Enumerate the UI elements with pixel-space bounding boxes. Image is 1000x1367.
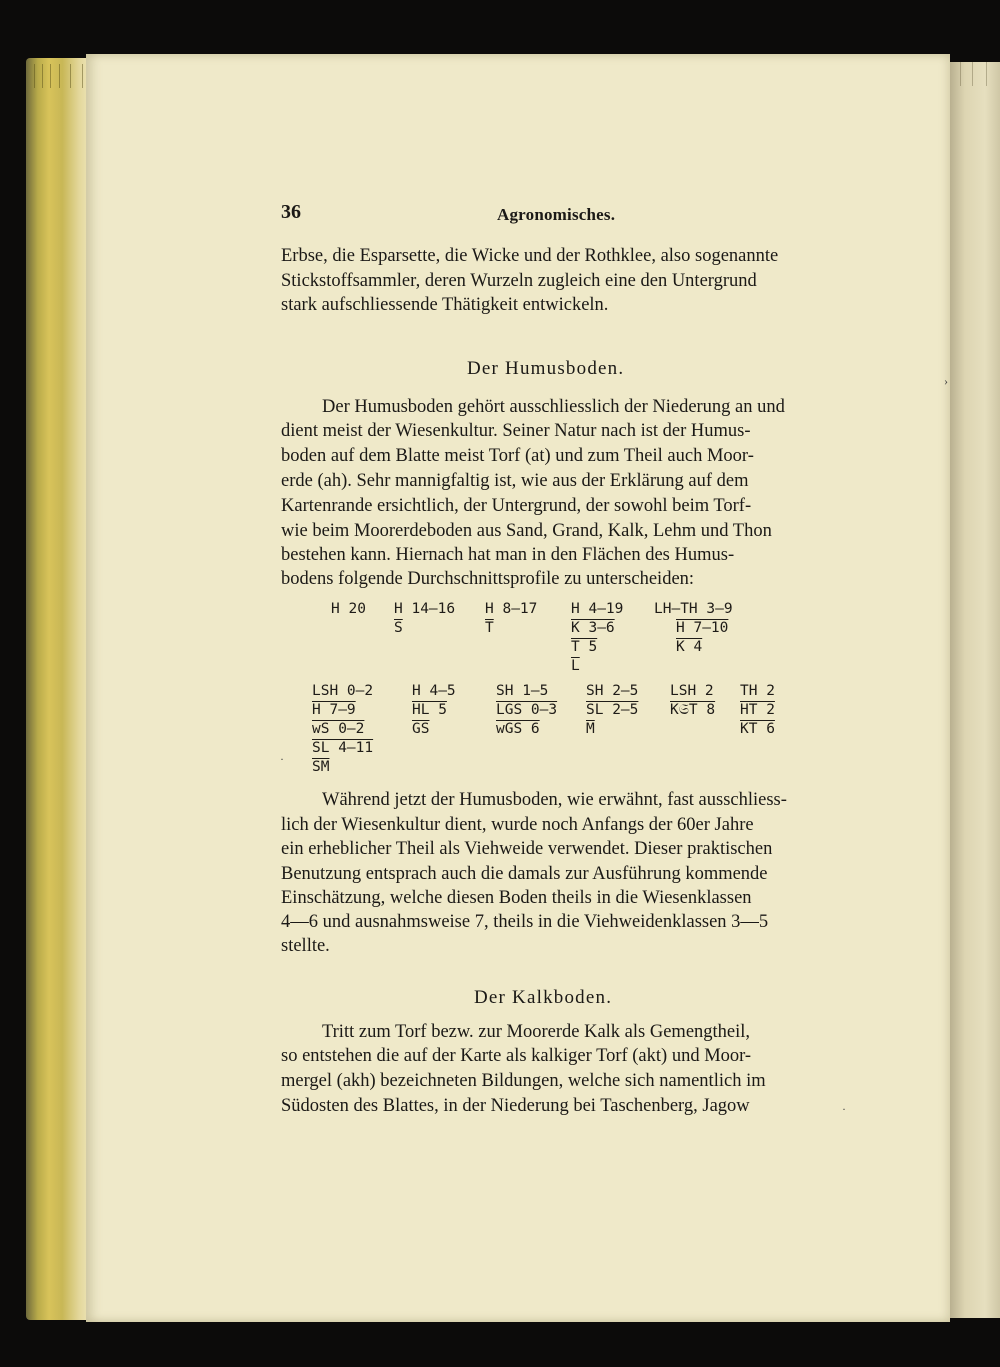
book-page-edges-left [26, 58, 92, 1320]
profile-line: SH 2—5 [586, 683, 639, 699]
profile-line: TH 2 [740, 683, 775, 699]
margin-mark: › [944, 374, 948, 388]
text-line: boden auf dem Blatte meist Torf (at) und zum Theil auch Moor- [281, 446, 754, 466]
profile-line: LSH 0—2 [312, 683, 374, 699]
text-line: Stickstoffsammler, deren Wurzeln zugleich eine den Untergrund [281, 271, 757, 291]
profile-line: H 8—17 [485, 601, 538, 617]
profile-line: K 3—6 [571, 620, 615, 636]
profile-line: SH 1—5 [496, 683, 549, 699]
profile-line: $\overline{T}$ [485, 620, 494, 636]
profile-line: $\overline{GS}$ [412, 721, 430, 737]
text-line: dient meist der Wiesenkultur. Seiner Natur nach ist der Humus- [281, 421, 751, 441]
running-title: Agronomisches. [497, 205, 616, 224]
profile-line: LGS 0—3 [496, 702, 558, 718]
profile-line: HT 2 [740, 702, 775, 718]
profile-line: T 5 [571, 639, 598, 655]
profile-line: $\overline{M}$ [586, 721, 595, 737]
text-line: Während jetzt der Humusboden, wie erwähnt, fast ausschliess- [322, 790, 787, 810]
profile-line: KT 6 [740, 721, 775, 737]
text-line: Einschätzung, welche diesen Boden theils in die Wiesenklassen [281, 888, 752, 908]
profile-line: HL 5 [412, 702, 447, 718]
profile-line: wGS 6 [496, 721, 540, 737]
text-line: Benutzung entsprach auch die damals zur Ausführung kommende [281, 864, 768, 884]
text-line: Kartenrande ersichtlich, der Untergrund, der sowohl beim Torf- [281, 496, 752, 516]
text-line: ein erheblicher Theil als Viehweide verwendet. Dieser praktischen [281, 839, 773, 859]
section-heading-kalkboden: Der Kalkboden. [474, 987, 613, 1008]
text-line: bestehen kann. Hiernach hat man in den Flächen des Humus- [281, 545, 735, 565]
profile-line: H 7—9 [312, 702, 356, 718]
text-line: Erbse, die Esparsette, die Wicke und der Rothklee, also sogenannte [281, 246, 779, 266]
text-line: wie beim Moorerdeboden aus Sand, Grand, Kalk, Lehm und Thon [281, 521, 772, 541]
profile-line: SL 4—11 [312, 740, 374, 756]
profile-line: LSH 2 [670, 683, 714, 699]
text-line: erde (ah). Sehr mannigfaltig ist, wie aus der Erklärung auf dem [281, 471, 749, 491]
profile-line: H 4—5 [412, 683, 456, 699]
text-line: mergel (akh) bezeichneten Bildungen, welche sich namentlich im [281, 1071, 766, 1091]
text-line: so entstehen die auf der Karte als kalkiger Torf (akt) und Moor- [281, 1046, 752, 1066]
margin-mark: · [842, 1102, 846, 1116]
profile-line: $\overline{S}$ [394, 620, 403, 636]
profile-line: K𝔖T 8 [670, 702, 716, 718]
profile-line: $\overline{SM}$ [312, 759, 330, 775]
profile-line: SL 2—5 [586, 702, 639, 718]
profile-line: $\overline{L}$ [571, 658, 580, 674]
text-line: Tritt zum Torf bezw. zur Moorerde Kalk als Gemengtheil, [322, 1022, 751, 1042]
text-line: stark aufschliessende Thätigkeit entwickeln. [281, 295, 609, 315]
margin-mark: · [280, 752, 284, 766]
profile-line: H 14—16 [394, 601, 456, 617]
profile-line: LH—TH 3—9 [654, 601, 733, 617]
text-line: stellte. [281, 936, 330, 956]
text-line: 4—6 und ausnahmsweise 7, theils in die Viehweidenklassen 3—5 [281, 912, 769, 932]
text-line: Südosten des Blattes, in der Niederung bei Taschenberg, Jagow [281, 1096, 750, 1116]
profile-line: H 4—19 [571, 601, 624, 617]
text-line: Der Humusboden gehört ausschliesslich der Niederung an und [322, 397, 785, 417]
page-number: 36 [281, 201, 301, 223]
section-heading-humusboden: Der Humusboden. [467, 358, 625, 379]
profile-line: H 20 [331, 601, 366, 617]
text-line: lich der Wiesenkultur dient, wurde noch Anfangs der 60er Jahre [281, 815, 754, 835]
profile-line: wS 0—2 [312, 721, 365, 737]
profile-line: H 7—10 [676, 620, 729, 636]
profile-line: K 4 [676, 639, 703, 655]
text-line: bodens folgende Durchschnittsprofile zu unterscheiden: [281, 569, 695, 589]
book-page-edges-right [950, 62, 1000, 1318]
